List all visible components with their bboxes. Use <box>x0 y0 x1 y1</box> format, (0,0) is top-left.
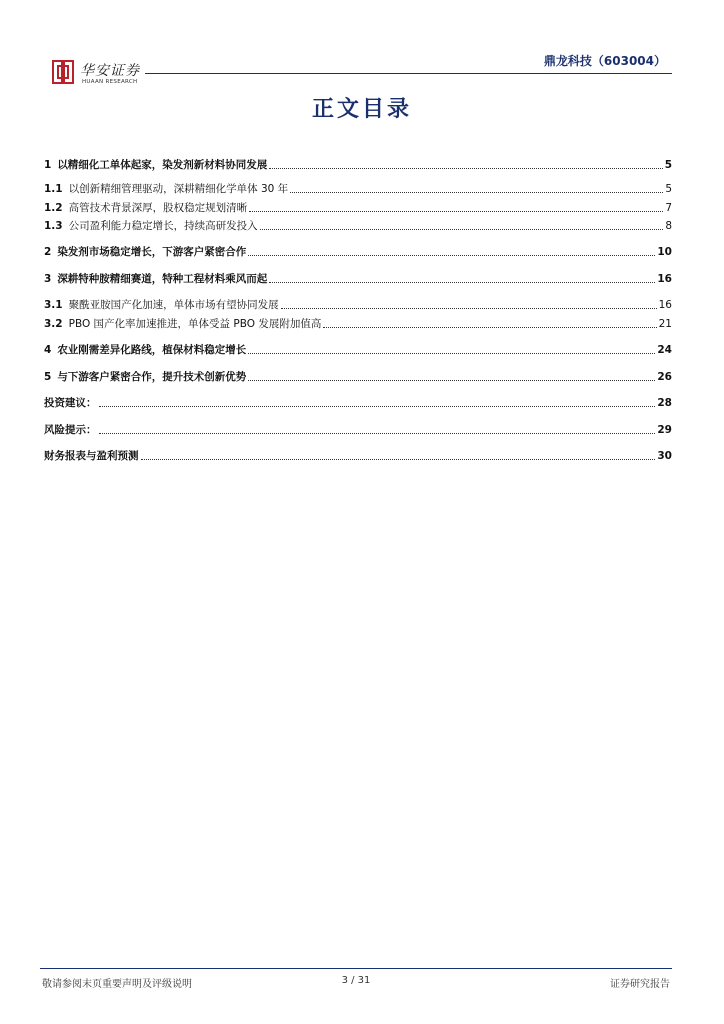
toc-page-number: 8 <box>665 220 672 232</box>
toc-entry-text: 农业刚需差异化路线，植保材料稳定增长 <box>57 344 247 356</box>
toc-dot-leader <box>99 433 656 434</box>
toc-page-number: 7 <box>665 202 672 214</box>
toc-entry-text: 投资建议： <box>44 397 97 409</box>
toc-dot-leader <box>248 255 655 256</box>
footer-disclaimer: 敬请参阅末页重要声明及评级说明 <box>42 979 192 990</box>
toc-entry-number: 3.2 <box>44 318 63 330</box>
toc-entry[interactable] <box>44 296 672 312</box>
toc-page-number: 21 <box>658 318 672 330</box>
toc-entry-title <box>44 343 246 357</box>
toc-entry-text: 公司盈利能力稳定增长，持续高研发投入 <box>68 220 258 232</box>
toc-page-number: 30 <box>657 450 672 462</box>
toc-dot-leader <box>269 282 655 283</box>
toc-entry-text: 染发剂市场稳定增长，下游客户紧密合作 <box>57 246 247 258</box>
footer-report-type: 证券研究报告 <box>610 979 670 990</box>
toc-entry[interactable] <box>44 243 672 259</box>
toc-entry-title <box>44 396 97 410</box>
toc-dot-leader <box>281 308 657 309</box>
page-footer <box>40 968 672 992</box>
toc-dot-leader <box>260 229 664 230</box>
toc-page-number: 28 <box>657 397 672 409</box>
toc-entry-number: 1.3 <box>44 220 63 232</box>
toc-entry[interactable] <box>44 368 672 384</box>
toc-entry-text: 深耕特种胺精细赛道，特种工程材料乘风而起 <box>57 273 268 285</box>
toc-entry-text: 聚酰亚胺国产化加速，单体市场有望协同发展 <box>68 299 279 311</box>
toc-entry-text: 财务报表与盈利预测 <box>44 450 139 462</box>
page-number: 3 / 31 <box>341 975 371 986</box>
toc-entry-title <box>44 423 97 437</box>
toc-page-number: 5 <box>665 183 672 195</box>
toc-entry-title <box>44 201 247 215</box>
company-ticker: 鼎龙科技（603004） <box>543 54 666 68</box>
toc-entry[interactable] <box>44 270 672 286</box>
toc-dot-leader <box>248 353 655 354</box>
toc-dot-leader <box>323 327 656 328</box>
toc-entry-number: 4 <box>44 344 52 356</box>
header-rule <box>145 73 672 74</box>
toc-entry-number: 2 <box>44 246 52 258</box>
toc-entry-title <box>44 370 246 384</box>
toc-entry[interactable] <box>44 447 672 463</box>
toc-page-number: 29 <box>657 424 672 436</box>
toc-page-number: 10 <box>657 246 672 258</box>
toc-entry-number: 1.1 <box>44 183 63 195</box>
toc-entry-text: 以创新精细管理驱动，深耕精细化学单体 30 年 <box>68 183 289 195</box>
page-header <box>40 52 672 92</box>
toc-page-number: 26 <box>657 371 672 383</box>
toc-entry[interactable] <box>44 156 672 172</box>
footer-rule <box>40 968 672 969</box>
toc-entry-title <box>44 219 258 233</box>
toc-entry-title <box>44 298 279 312</box>
toc-entry-title <box>44 245 246 259</box>
toc-entry-number: 1.2 <box>44 202 63 214</box>
seal-icon <box>52 60 74 84</box>
toc-dot-leader <box>99 406 656 407</box>
page-title: 正文目录 <box>311 97 412 122</box>
toc-entry-text: 风险提示： <box>44 424 97 436</box>
toc-entry-text: PBO 国产化率加速推进，单体受益 PBO 发展附加值高 <box>68 318 322 330</box>
toc-entry-title <box>44 272 267 286</box>
toc-entry-title <box>44 317 321 331</box>
toc-dot-leader <box>249 211 663 212</box>
toc-page-number: 16 <box>658 299 672 311</box>
toc-entry-text: 与下游客户紧密合作，提升技术创新优势 <box>57 371 247 383</box>
toc-entry[interactable] <box>44 421 672 437</box>
toc-entry-number: 3.1 <box>44 299 63 311</box>
logo-english: HUAAN RESEARCH <box>82 79 138 85</box>
toc-page-number: 24 <box>657 344 672 356</box>
toc-entry[interactable] <box>44 341 672 357</box>
huaan-logo <box>52 60 192 94</box>
toc-entry-number: 3 <box>44 273 52 285</box>
toc-entry-text: 以精细化工单体起家，染发剂新材料协同发展 <box>57 159 268 171</box>
toc-entry-text: 高管技术背景深厚，股权稳定规划清晰 <box>68 202 248 214</box>
toc-entry-title <box>44 449 139 463</box>
toc-dot-leader <box>141 459 656 460</box>
toc-dot-leader <box>290 192 663 193</box>
toc-page-number: 16 <box>657 273 672 285</box>
toc-entry[interactable] <box>44 180 672 196</box>
toc-page-number: 5 <box>664 159 672 171</box>
toc-entry-number: 1 <box>44 159 52 171</box>
toc-entry[interactable] <box>44 217 672 233</box>
toc-dot-leader <box>269 168 662 169</box>
toc-entry-title <box>44 158 267 172</box>
toc-entry-number: 5 <box>44 371 52 383</box>
logo-chinese: 华安证券 <box>80 63 140 79</box>
toc-entry[interactable] <box>44 315 672 331</box>
toc-entry-title <box>44 182 288 196</box>
toc-dot-leader <box>248 380 655 381</box>
toc-entry[interactable] <box>44 394 672 410</box>
toc-entry[interactable] <box>44 199 672 215</box>
